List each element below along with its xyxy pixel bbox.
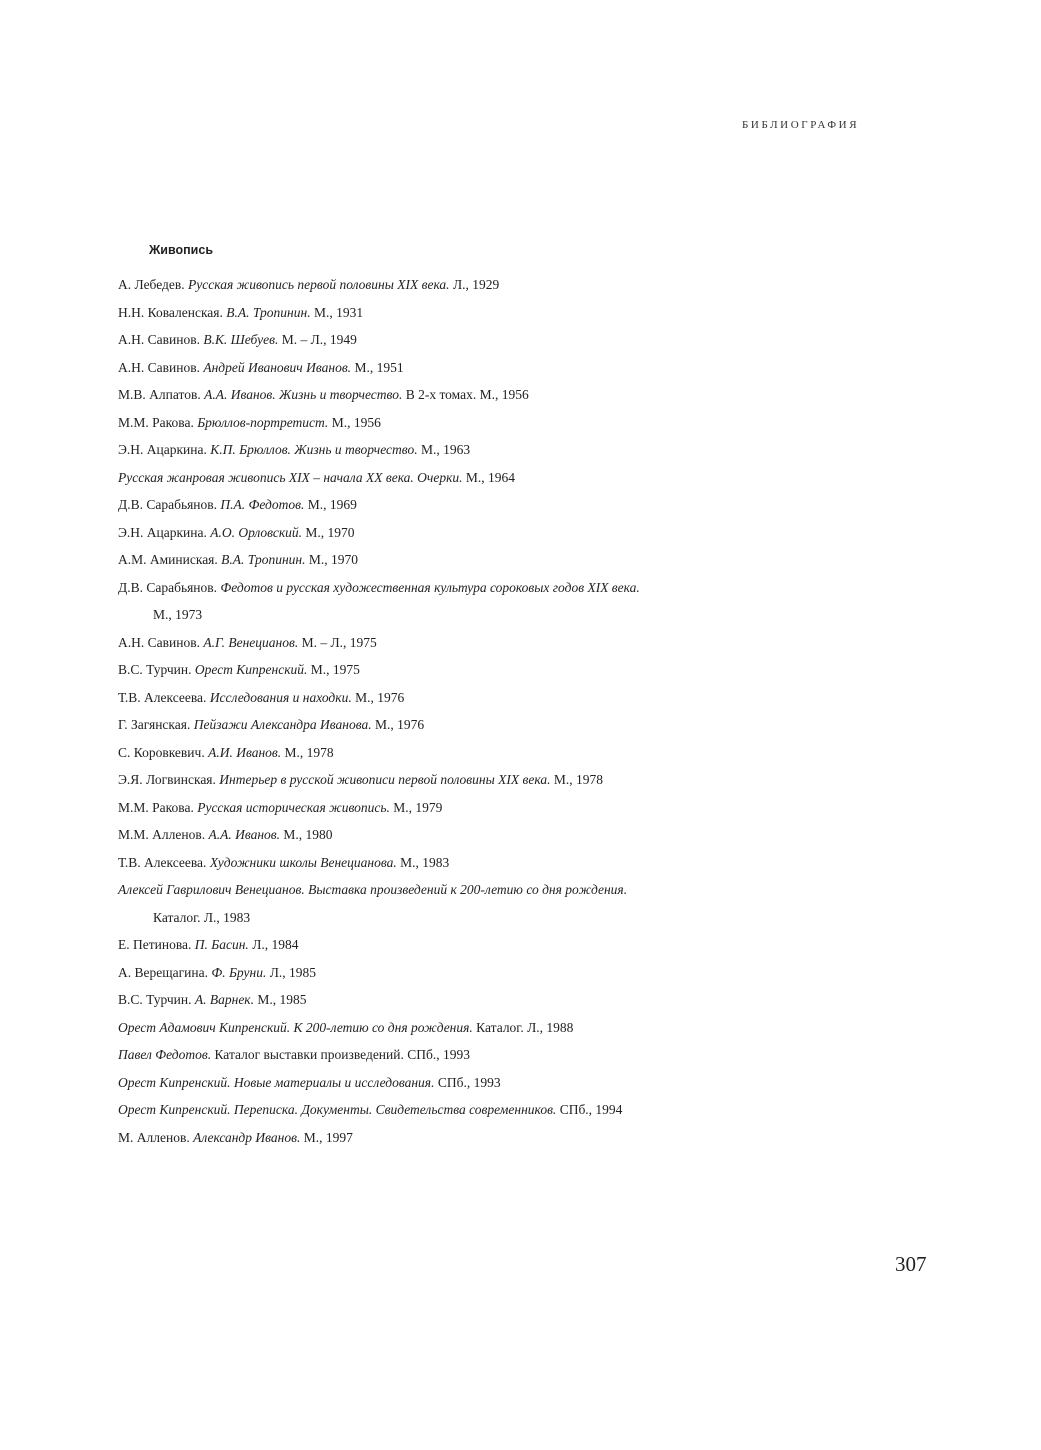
entry-author: А.Н. Савинов. — [118, 359, 200, 375]
bibliography-entry — [118, 1069, 758, 1097]
bibliography-entry — [118, 876, 758, 931]
entry-title: П. Басин. — [194, 937, 249, 952]
bibliography-entry — [118, 849, 758, 877]
bibliography-entry — [118, 1014, 758, 1042]
bibliography-entry — [118, 271, 758, 299]
bibliography-entry — [118, 436, 758, 464]
entry-title: Русская жанровая живопись XIX – начала XX века. Очерки. — [118, 469, 463, 485]
entry-publication: М., 1956 — [331, 414, 381, 430]
entry-title: А.И. Иванов. — [208, 744, 282, 760]
bibliography-entry — [118, 959, 758, 987]
bibliography-entry — [118, 821, 758, 849]
entry-title: Орест Адамович Кипренский. К 200-летию со дня рождения. — [118, 1019, 473, 1035]
entry-author: Д.В. Сарабьянов. — [118, 497, 218, 512]
entry-publication: М., 1978 — [284, 744, 334, 760]
entry-publication: М., 1970 — [308, 552, 358, 567]
bibliography-entry — [118, 931, 758, 959]
bibliography-entry — [118, 491, 758, 519]
entry-publication: М., 1985 — [257, 992, 307, 1007]
entry-publication: М., 1951 — [354, 359, 404, 375]
entry-publication: СПб., 1994 — [559, 1102, 623, 1117]
bibliography-entry — [118, 1096, 758, 1124]
entry-publication: М., 1969 — [307, 497, 357, 512]
bibliography-entry — [118, 684, 758, 712]
bibliography-entry — [118, 354, 758, 382]
entry-author: М.В. Алпатов. — [118, 387, 201, 402]
bibliography-entry — [118, 1124, 758, 1152]
bibliography-entry — [118, 381, 758, 409]
entry-title: А.А. Иванов. — [208, 827, 281, 842]
entry-author: М.М. Алленов. — [118, 827, 206, 842]
bibliography-entry — [118, 1041, 758, 1069]
bibliography-entry — [118, 464, 758, 492]
entry-title: А.Г. Венецианов. — [203, 634, 299, 650]
entry-author: М. Алленов. — [118, 1129, 190, 1145]
entry-publication: М., 1979 — [393, 799, 443, 815]
entry-author: Н.Н. Коваленская. — [118, 304, 223, 320]
entry-title: Орест Кипренский. — [194, 662, 308, 677]
entry-title: Пейзажи Александра Иванова. — [193, 717, 372, 732]
entry-author: А. Верещагина. — [118, 964, 208, 980]
entry-author: А. Лебедев. — [118, 277, 185, 292]
entry-publication: СПб., 1993 — [437, 1074, 501, 1090]
entry-title: В.К. Шебуев. — [203, 332, 279, 347]
entry-title: Орест Кипренский. Новые материалы и исследования. — [118, 1074, 435, 1090]
bibliography-entry — [118, 326, 758, 354]
entry-title: Интерьер в русской живописи первой половины XIX века. — [219, 772, 551, 787]
entry-author: Т.В. Алексеева. — [118, 854, 207, 870]
entry-title: А.А. Иванов. Жизнь и творчество. — [204, 387, 403, 402]
entry-title: Алексей Гаврилович Венецианов. Выставка произведений к 200-летию со дня рождения. — [118, 882, 628, 897]
entry-publication: М., 1964 — [465, 469, 516, 485]
entry-title: Орест Кипренский. Переписка. Документы. Свидетельства современников. — [118, 1102, 557, 1117]
section-title: Живопись — [149, 243, 214, 257]
entry-publication: М., 1997 — [303, 1129, 353, 1145]
entry-title: Андрей Иванович Иванов. — [203, 359, 352, 375]
entry-publication: М., 1976 — [355, 689, 405, 705]
entry-continuation: Каталог. Л., 1983 — [153, 909, 251, 925]
entry-publication: М. – Л., 1975 — [301, 634, 377, 650]
bibliography-entry — [118, 794, 758, 822]
entry-author: М.М. Ракова. — [118, 414, 194, 430]
entry-title: Русская историческая живопись. — [197, 799, 390, 815]
entry-publication: Л., 1985 — [269, 964, 316, 980]
bibliography-entry — [118, 409, 758, 437]
bibliography-entry — [118, 986, 758, 1014]
bibliography-entry — [118, 766, 758, 794]
entry-title: В.А. Тропинин. — [221, 552, 306, 567]
entry-publication: М. – Л., 1949 — [281, 332, 357, 347]
entry-publication: Л., 1929 — [452, 277, 500, 292]
entry-author: Е. Петинова. — [118, 937, 192, 952]
entry-title: Павел Федотов. — [118, 1047, 212, 1062]
entry-publication: Каталог выставки произведений. СПб., 1993 — [214, 1047, 470, 1062]
running-head: БИБЛИОГРАФИЯ — [742, 119, 860, 131]
entry-publication: М., 1983 — [400, 854, 450, 870]
entry-author: Д.В. Сарабьянов. — [118, 579, 218, 595]
entry-publication: М., 1970 — [305, 524, 355, 540]
entry-continuation: М., 1973 — [153, 607, 203, 622]
entry-title: Художники школы Венецианова. — [209, 854, 397, 870]
entry-author: Э.Я. Логвинская. — [118, 772, 216, 787]
entry-title: Русская живопись первой половины XIX века. — [188, 277, 450, 292]
entry-title: Федотов и русская художественная культура сороковых годов XIX века. — [220, 579, 640, 595]
entry-publication: М., 1976 — [374, 717, 425, 732]
entry-author: А.М. Аминиская. — [118, 552, 218, 567]
bibliography-entry — [118, 519, 758, 547]
bibliography-entry — [118, 546, 758, 574]
entry-title: Исследования и находки. — [209, 689, 352, 705]
entry-author: Т.В. Алексеева. — [118, 689, 207, 705]
bibliography-entry — [118, 739, 758, 767]
entry-title: Ф. Бруни. — [211, 964, 267, 980]
entry-publication: Каталог. Л., 1988 — [476, 1019, 574, 1035]
entry-author: А.Н. Савинов. — [118, 634, 200, 650]
entry-publication: М., 1963 — [420, 442, 471, 457]
entry-author: А.Н. Савинов. — [118, 332, 200, 347]
entry-publication: М., 1978 — [553, 772, 603, 787]
bibliography-entry — [118, 711, 758, 739]
entry-author: Э.Н. Ацаркина. — [118, 524, 207, 540]
entry-author: С. Коровкевич. — [118, 744, 205, 760]
entry-title: А. Варнек. — [194, 992, 254, 1007]
entry-author: В.С. Турчин. — [118, 662, 192, 677]
bibliography-entry — [118, 629, 758, 657]
entry-author: М.М. Ракова. — [118, 799, 194, 815]
entry-publication: М., 1931 — [313, 304, 364, 320]
bibliography-list — [118, 271, 758, 1151]
entry-author: Г. Загянская. — [118, 717, 191, 732]
bibliography-entry — [118, 299, 758, 327]
entry-title: А.О. Орловский. — [210, 524, 303, 540]
entry-title: К.П. Брюллов. Жизнь и творчество. — [210, 442, 418, 457]
entry-title: П.А. Федотов. — [220, 497, 305, 512]
entry-title: Брюллов-портретист. — [197, 414, 329, 430]
entry-publication: Л., 1984 — [252, 937, 299, 952]
entry-title: Александр Иванов. — [193, 1129, 301, 1145]
entry-author: В.С. Турчин. — [118, 992, 192, 1007]
page-number: 307 — [895, 1252, 927, 1276]
entry-title: В.А. Тропинин. — [226, 304, 311, 320]
bibliography-entry — [118, 574, 758, 629]
entry-publication: М., 1980 — [283, 827, 333, 842]
bibliography-entry — [118, 656, 758, 684]
entry-author: Э.Н. Ацаркина. — [118, 442, 207, 457]
entry-publication: В 2-х томах. М., 1956 — [405, 387, 529, 402]
entry-publication: М., 1975 — [310, 662, 360, 677]
